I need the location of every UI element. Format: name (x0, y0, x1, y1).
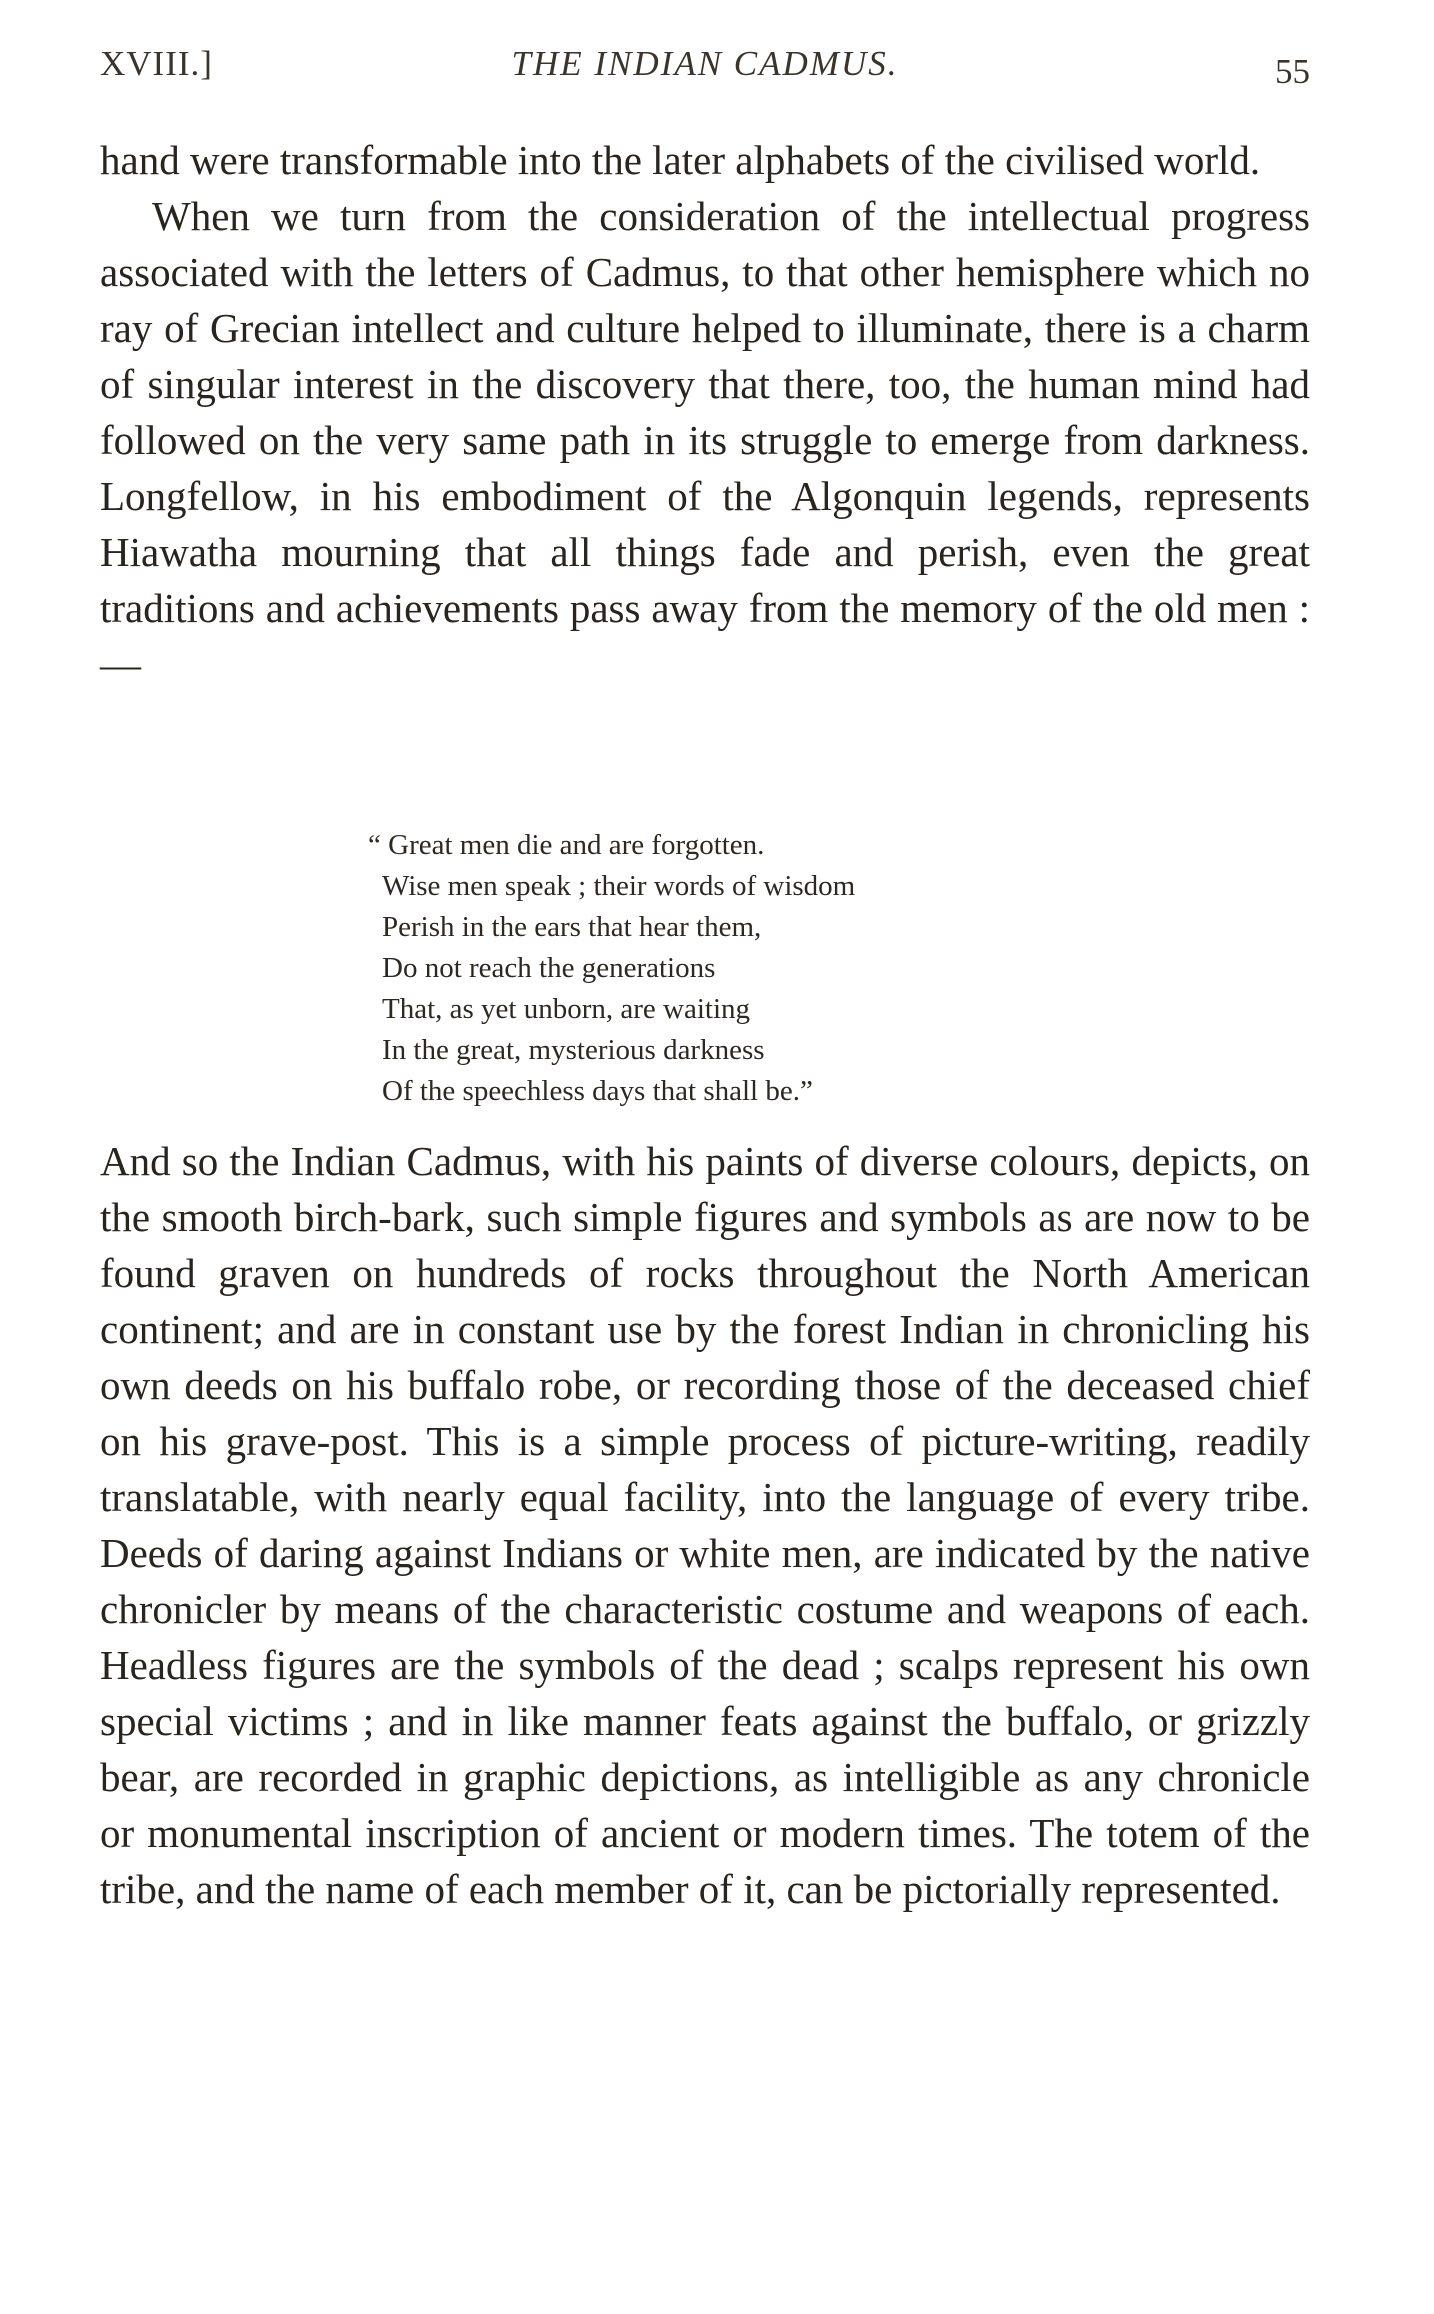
paragraph-continuation: hand were transformable into the later alphabets of the civilised world. (100, 137, 1261, 183)
hiawatha-quotation (368, 825, 1082, 1112)
poem-line: Perish in the ears that hear them, (382, 911, 762, 943)
poem-line: That, as yet unborn, are waiting (382, 993, 751, 1025)
poem-line: Do not reach the generations (382, 952, 716, 984)
poem-line: “ Great men die and are forgotten. (368, 829, 765, 861)
poem-line: Of the speechless days that shall be.” (382, 1075, 813, 1107)
paragraph-indian-cadmus: And so the Indian Cadmus, with his paints of diverse colours, depicts, on the smooth birch-bark, such simple figures and symbols as are now to be found graven on hundreds of rocks throughout the North American continent; and are in constant use by the forest Indian in chronicling his own deeds on his buffalo robe, or recording those of the deceased chief on his grave-post. This is a simple process of picture-writing, readily translatable, with nearly equal facility, into the language of every tribe. Deeds of daring against Indians or white men, are indicated by the native chronicler by means of the characteristic costume and weapons of each. Headless figures are the symbols of the dead ; scalps represent his own special victims ; and in like manner feats against the buffalo, or grizzly bear, are recorded in graphic depictions, as intelligible as any chronicle or monumental inscription of ancient or modern times. The totem of the tribe, and the name of each member of it, can be pictorially represented. (100, 1138, 1310, 1912)
chapter-marker: XVIII.] (100, 44, 213, 83)
poem-line: Wise men speak ; their words of wisdom (382, 870, 856, 902)
paragraph-hemisphere: When we turn from the consideration of the intellectual progress associated with the letters of Cadmus, to that other hemisphere which no ray of Grecian intellect and culture helped to illuminate, there is a charm of singular interest in the discovery that there, too, the human mind had followed on the very same path in its struggle to emerge from darkness. Longfellow, in his embodiment of the Algonquin legends, represents Hiawatha mourning that all things fade and perish, even the great traditions and achievements pass away from the memory of the old men :— (100, 193, 1310, 687)
running-head (100, 40, 1310, 100)
upper-text (100, 132, 1310, 692)
running-title: THE INDIAN CADMUS. (511, 44, 899, 83)
page-number: 55 (1275, 52, 1310, 91)
poem-line: In the great, mysterious darkness (382, 1034, 765, 1066)
lower-text (100, 1133, 1310, 1917)
